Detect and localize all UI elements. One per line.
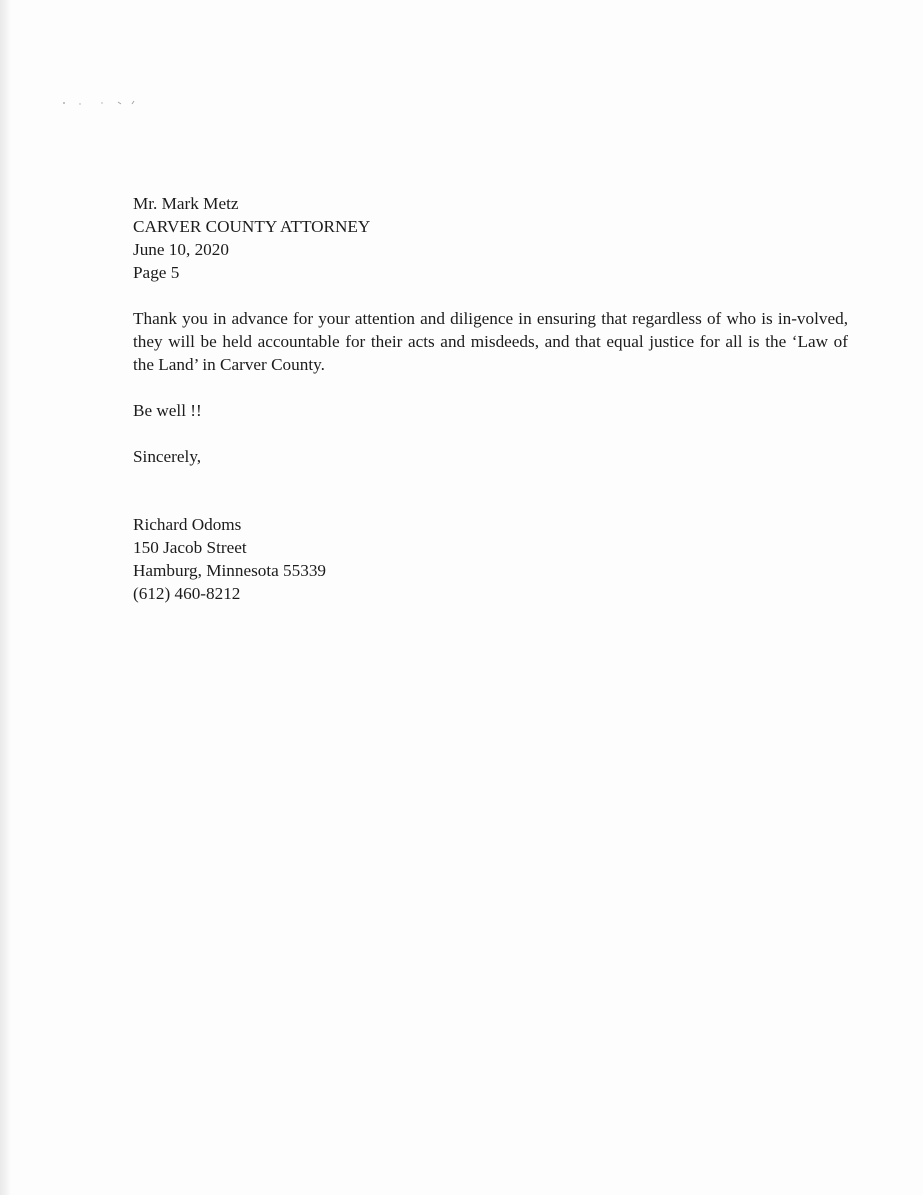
- recipient-block: [133, 192, 853, 284]
- wish-line: Be well !!: [133, 401, 202, 420]
- letter-date: June 10, 2020: [133, 240, 229, 259]
- sender-street: 150 Jacob Street: [133, 538, 247, 557]
- body-paragraph: Thank you in advance for your attention and diligence in ensuring that regardless of who is in-volved, they will be held accountable for their acts and misdeeds, and that equal justice for all is the ‘Law of the Land’ in Carver County.: [133, 309, 848, 374]
- letter-content: [133, 192, 853, 605]
- sender-city-state-zip: Hamburg, Minnesota 55339: [133, 561, 327, 580]
- recipient-name: Mr. Mark Metz: [133, 194, 239, 213]
- page-number: Page 5: [133, 263, 180, 282]
- sender-phone: (612) 460-8212: [133, 584, 241, 603]
- sender-block: [133, 513, 853, 605]
- scan-edge-shadow: [0, 0, 11, 1195]
- scan-specks: [62, 98, 142, 108]
- sender-name: Richard Odoms: [133, 515, 242, 534]
- recipient-title: CARVER COUNTY ATTORNEY: [133, 217, 371, 236]
- closing-line: Sincerely,: [133, 447, 202, 466]
